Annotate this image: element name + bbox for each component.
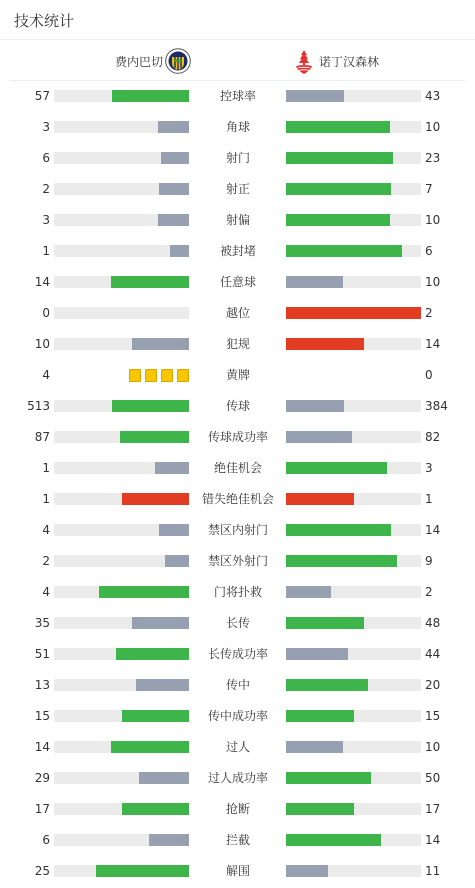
away-stat-value: 7	[425, 182, 433, 196]
away-stat-bar	[286, 834, 421, 846]
stat-row	[0, 267, 475, 298]
stat-label: 传中成功率	[207, 709, 268, 723]
stat-row	[0, 794, 475, 825]
away-stat-bar	[286, 772, 421, 784]
away-stat-value: 44	[425, 647, 441, 661]
away-stat-bar	[286, 493, 421, 505]
home-stat-bar	[54, 617, 189, 629]
away-stat-value: 0	[425, 368, 433, 382]
away-stat-bar-fill	[286, 90, 344, 102]
stat-label: 过人成功率	[207, 771, 268, 785]
home-stat-value: 2	[42, 182, 50, 196]
away-stat-value: 11	[425, 864, 441, 878]
away-stat-bar	[286, 245, 421, 257]
away-stat-bar	[286, 276, 421, 288]
stat-row	[0, 732, 475, 763]
home-stat-value: 29	[34, 771, 50, 785]
stat-label: 禁区外射门	[207, 554, 268, 568]
away-stat-value: 10	[425, 275, 441, 289]
away-stat-value: 43	[425, 89, 441, 103]
away-stat-value: 50	[425, 771, 441, 785]
home-stat-bar	[54, 741, 189, 753]
stat-row	[0, 205, 475, 236]
away-stat-bar-fill	[286, 741, 343, 753]
away-stat-value: 1	[425, 492, 433, 506]
away-stat-bar	[286, 710, 421, 722]
away-stat-value: 10	[425, 740, 441, 754]
home-stat-bar-fill	[155, 462, 189, 474]
away-stat-bar-fill	[286, 183, 391, 195]
home-stat-bar	[54, 834, 189, 846]
stat-label: 射门	[225, 151, 250, 165]
home-stat-bar-fill	[170, 245, 189, 257]
home-stat-value: 14	[34, 275, 50, 289]
home-stat-value: 51	[34, 647, 50, 661]
stat-label: 射正	[225, 182, 250, 196]
stat-row	[0, 608, 475, 639]
away-stat-bar-fill	[286, 648, 348, 660]
home-stat-bar	[54, 803, 189, 815]
away-stat-value: 14	[425, 523, 441, 537]
page-header	[0, 0, 475, 40]
away-stat-bar-fill	[286, 493, 354, 505]
stat-label: 门将扑救	[213, 585, 262, 599]
home-stat-value: 87	[34, 430, 50, 444]
stat-row	[0, 360, 475, 391]
home-stat-bar-fill	[165, 555, 189, 567]
home-stat-bar	[54, 431, 189, 443]
home-stat-value: 1	[42, 461, 50, 475]
home-stat-value: 17	[34, 802, 50, 816]
away-stat-bar	[286, 741, 421, 753]
home-stat-bar-fill	[122, 710, 190, 722]
home-stat-value: 57	[34, 89, 50, 103]
stat-label: 绝佳机会	[213, 461, 262, 475]
home-stat-bar	[54, 679, 189, 691]
away-stat-bar-fill	[286, 276, 343, 288]
home-stat-bar-fill	[111, 741, 189, 753]
stat-label: 传中	[225, 678, 250, 692]
home-stat-value: 25	[34, 864, 50, 878]
home-stat-bar-fill	[159, 524, 189, 536]
home-stat-bar	[54, 710, 189, 722]
stat-row	[0, 825, 475, 856]
home-stat-bar-fill	[149, 834, 190, 846]
stat-label: 传球	[225, 399, 250, 413]
away-stat-value: 17	[425, 802, 441, 816]
stat-row	[0, 174, 475, 205]
stat-row	[0, 546, 475, 577]
away-stat-bar-fill	[286, 307, 421, 319]
stat-row	[0, 856, 475, 887]
stat-row	[0, 670, 475, 701]
away-stat-bar	[286, 648, 421, 660]
home-stat-bar	[54, 648, 189, 660]
yellow-card-icon	[145, 369, 157, 382]
home-stat-value: 35	[34, 616, 50, 630]
away-stat-bar-fill	[286, 214, 390, 226]
stat-label: 过人	[225, 740, 250, 754]
stat-label: 错失绝佳机会	[201, 492, 274, 506]
away-stat-value: 82	[425, 430, 441, 444]
home-stat-bar	[54, 121, 189, 133]
away-stat-bar-fill	[286, 462, 387, 474]
away-stat-value: 2	[425, 306, 433, 320]
away-stat-bar	[286, 307, 421, 319]
stat-label: 解围	[225, 864, 250, 878]
away-stat-value: 10	[425, 120, 441, 134]
stat-row	[0, 639, 475, 670]
away-stat-bar	[286, 586, 421, 598]
away-stat-bar-fill	[286, 121, 390, 133]
home-stat-value: 6	[42, 151, 50, 165]
yellow-card-icon	[161, 369, 173, 382]
teams-header	[10, 41, 465, 81]
home-stat-bar	[54, 214, 189, 226]
home-stat-bar	[54, 555, 189, 567]
stat-row	[0, 329, 475, 360]
stat-label: 犯规	[225, 337, 250, 351]
home-stat-bar	[54, 152, 189, 164]
away-stat-bar	[286, 555, 421, 567]
away-stat-bar-fill	[286, 152, 393, 164]
away-stat-bar-fill	[286, 586, 331, 598]
away-stat-bar-fill	[286, 524, 391, 536]
home-stat-value: 4	[42, 585, 50, 599]
away-stat-value: 9	[425, 554, 433, 568]
away-stat-value: 6	[425, 244, 433, 258]
home-yellow-cards	[54, 369, 189, 382]
away-stat-value: 14	[425, 833, 441, 847]
home-stat-bar-fill	[158, 214, 189, 226]
away-stat-bar	[286, 431, 421, 443]
yellow-card-icon	[129, 369, 141, 382]
home-stat-bar	[54, 245, 189, 257]
home-stat-value: 15	[34, 709, 50, 723]
home-stat-bar-fill	[161, 152, 189, 164]
stat-label: 被封堵	[219, 244, 256, 258]
away-stat-bar	[286, 679, 421, 691]
stat-row	[0, 515, 475, 546]
home-stat-value: 1	[42, 244, 50, 258]
home-stat-value: 10	[34, 337, 50, 351]
home-stat-value: 14	[34, 740, 50, 754]
stat-label: 角球	[225, 120, 250, 134]
away-stat-value: 3	[425, 461, 433, 475]
home-stat-value: 3	[42, 120, 50, 134]
home-stat-bar-fill	[112, 400, 189, 412]
away-stat-bar-fill	[286, 803, 354, 815]
stat-label: 长传成功率	[207, 647, 268, 661]
away-stat-bar	[286, 865, 421, 877]
home-stat-value: 3	[42, 213, 50, 227]
page-title: 技术统计	[14, 12, 75, 30]
home-stat-value: 1	[42, 492, 50, 506]
stat-row	[0, 236, 475, 267]
away-team-name: 诺丁汉森林	[319, 55, 380, 69]
stat-row	[0, 298, 475, 329]
home-stat-bar-fill	[112, 90, 189, 102]
home-stat-bar	[54, 524, 189, 536]
away-stat-bar	[286, 462, 421, 474]
stat-row	[0, 453, 475, 484]
nottingham-forest-logo-icon	[294, 48, 314, 76]
home-stat-bar	[54, 338, 189, 350]
home-stat-bar	[54, 90, 189, 102]
home-stat-bar	[54, 865, 189, 877]
away-stat-bar	[286, 121, 421, 133]
stat-row	[0, 484, 475, 515]
stat-row	[0, 701, 475, 732]
home-stat-bar-fill	[158, 121, 189, 133]
away-stat-bar-fill	[286, 400, 344, 412]
home-stat-value: 4	[42, 523, 50, 537]
home-stat-bar-fill	[139, 772, 189, 784]
away-stat-value: 384	[425, 399, 448, 413]
away-stat-bar-fill	[286, 865, 328, 877]
stat-row	[0, 763, 475, 794]
home-stat-bar-fill	[159, 183, 189, 195]
away-stat-value: 48	[425, 616, 441, 630]
away-stat-value: 14	[425, 337, 441, 351]
home-stat-bar	[54, 772, 189, 784]
away-stat-bar-fill	[286, 555, 397, 567]
stat-label: 拦截	[225, 833, 250, 847]
home-stat-bar-fill	[132, 617, 189, 629]
stat-row	[0, 391, 475, 422]
stat-label: 抢断	[225, 802, 250, 816]
away-stat-bar-fill	[286, 834, 381, 846]
home-stat-bar	[54, 276, 189, 288]
away-stat-bar-fill	[286, 772, 371, 784]
stat-label: 传球成功率	[207, 430, 268, 444]
stat-label: 长传	[225, 616, 250, 630]
away-stat-value: 20	[425, 678, 441, 692]
home-stat-value: 6	[42, 833, 50, 847]
away-stat-bar	[286, 90, 421, 102]
stat-row	[0, 577, 475, 608]
away-stat-bar	[286, 152, 421, 164]
home-stat-bar-fill	[122, 493, 190, 505]
stat-label: 禁区内射门	[207, 523, 268, 537]
home-stat-bar-fill	[111, 276, 189, 288]
away-stat-bar	[286, 183, 421, 195]
yellow-card-icon	[177, 369, 189, 382]
home-stat-bar-fill	[99, 586, 189, 598]
away-stat-bar-fill	[286, 245, 402, 257]
away-stat-bar-fill	[286, 338, 364, 350]
home-stat-bar	[54, 183, 189, 195]
home-stat-bar	[54, 400, 189, 412]
away-stat-value: 10	[425, 213, 441, 227]
away-stat-bar-fill	[286, 431, 352, 443]
stat-label: 控球率	[219, 89, 256, 103]
away-stat-bar	[286, 338, 421, 350]
away-stat-value: 15	[425, 709, 441, 723]
away-stat-bar	[286, 524, 421, 536]
home-stat-bar	[54, 307, 189, 319]
home-stat-value: 513	[27, 399, 50, 413]
home-stat-bar-fill	[132, 338, 189, 350]
home-stat-value: 4	[42, 368, 50, 382]
home-stat-bar-fill	[120, 431, 189, 443]
away-stat-value: 23	[425, 151, 441, 165]
home-stat-bar-fill	[122, 803, 190, 815]
home-stat-bar-fill	[136, 679, 189, 691]
home-stat-bar	[54, 586, 189, 598]
away-stat-value: 2	[425, 585, 433, 599]
away-stat-bar	[286, 803, 421, 815]
home-stat-bar-fill	[116, 648, 189, 660]
stat-label: 任意球	[219, 275, 256, 289]
home-stat-value: 13	[34, 678, 50, 692]
away-stat-bar	[286, 400, 421, 412]
stat-row	[0, 112, 475, 143]
stat-label: 射偏	[225, 213, 250, 227]
stat-label: 越位	[225, 306, 250, 320]
stat-label: 黄牌	[225, 368, 250, 382]
home-stat-bar-fill	[96, 865, 189, 877]
home-stat-bar	[54, 493, 189, 505]
fenerbahce-logo-icon	[165, 48, 191, 74]
away-stat-bar	[286, 617, 421, 629]
stat-row	[0, 422, 475, 453]
away-stat-bar-fill	[286, 710, 354, 722]
stat-row	[0, 143, 475, 174]
home-stat-bar	[54, 462, 189, 474]
away-stat-bar-fill	[286, 679, 368, 691]
away-stat-bar	[286, 214, 421, 226]
home-team-name: 费内巴切	[114, 55, 163, 69]
stat-row	[0, 81, 475, 112]
away-stat-bar-fill	[286, 617, 364, 629]
home-stat-value: 0	[42, 306, 50, 320]
home-stat-value: 2	[42, 554, 50, 568]
